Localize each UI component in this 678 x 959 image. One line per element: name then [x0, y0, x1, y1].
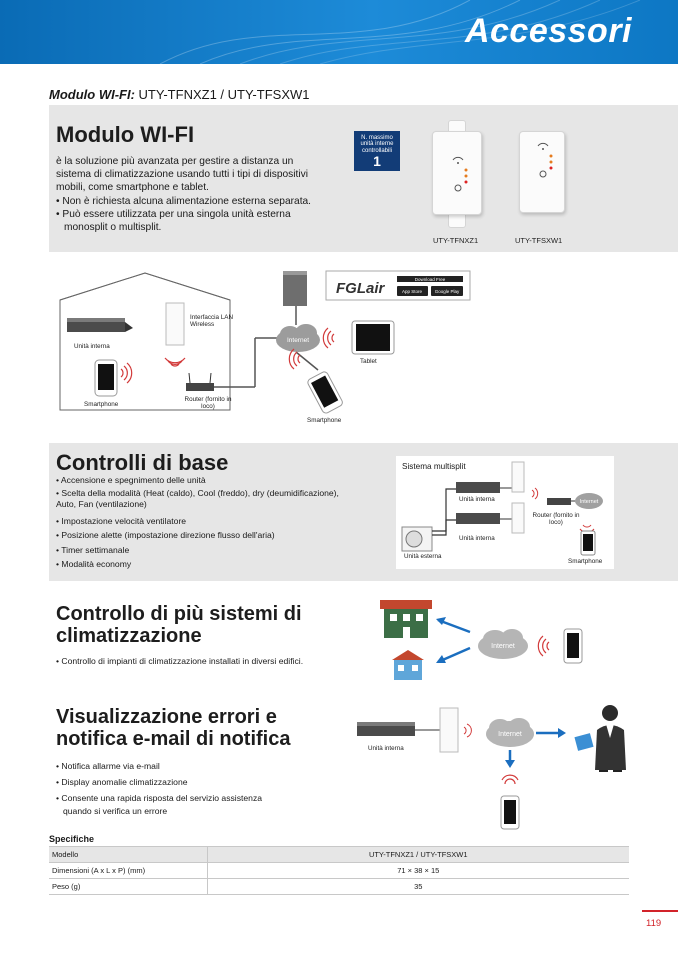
- list-item: • Consente una rapida risposta del servizio assistenza quando si verifica un errore: [56, 792, 286, 818]
- svg-text:Internet: Internet: [579, 499, 599, 505]
- multisplit-title: Sistema multisplit: [402, 462, 466, 471]
- multi-router-label: Router (fornito in loco): [532, 512, 580, 527]
- err-indoor-unit-icon: [357, 722, 415, 736]
- basic-controls-title: Controlli di base: [56, 450, 229, 475]
- badge-label: N. massimo unità interne controllabili: [360, 135, 394, 154]
- svg-text:Download Free: Download Free: [414, 277, 446, 282]
- interface-label: Interfaccia LAN Wireless: [190, 314, 234, 329]
- device-caption: UTY-TFSXW1: [515, 236, 563, 245]
- list-item: • Controllo di impianti di climatizzazione installati in diversi edifici.: [56, 654, 356, 669]
- err-indoor-label: Unità interna: [368, 745, 404, 752]
- table-row: Dimensioni (A x L x P) (mm) 71 × 38 × 15: [49, 863, 629, 879]
- list-item: • Non è richiesta alcuna alimentazione esterna separata.: [56, 196, 336, 209]
- table-row: Modello UTY-TFNXZ1 / UTY-TFSXW1: [49, 847, 629, 863]
- indoor-b-label: Unità interna: [459, 535, 495, 542]
- list-item: • Posizione alette (impostazione direzione flusso dell'aria): [56, 528, 356, 543]
- multi-smartphone-label: Smartphone: [568, 558, 603, 565]
- err-module-icon: [440, 708, 458, 752]
- list-item: • Timer settimanale: [56, 543, 356, 558]
- wifi-description: è la soluzione più avanzata per gestire a distanza un sistema di climatizzazione usando tutti i tipi di dispositivi mobili, come smartphone e tablet.: [56, 156, 308, 193]
- subtitle-label: Modulo WI-FI:: [49, 87, 135, 102]
- specs-heading: Specifiche: [49, 834, 95, 844]
- page-title: Accessori: [464, 12, 632, 50]
- list-item: • Impostazione velocità ventilatore: [56, 514, 356, 529]
- svg-text:Internet: Internet: [498, 731, 522, 738]
- indoor-unit-label: Unità interna: [74, 343, 110, 350]
- specs-table: [49, 846, 629, 895]
- list-item: • Display anomalie climatizzazione: [56, 776, 286, 789]
- subtitle-models: UTY-TFNXZ1 / UTY-TFSXW1: [138, 87, 310, 102]
- device-caption: UTY-TFNXZ1: [433, 236, 479, 245]
- page-number: 119: [646, 918, 662, 929]
- page-number-rule: [642, 910, 678, 912]
- list-item: • Può essere utilizzata per una singola unità esterna monosplit o multisplit.: [56, 209, 336, 235]
- svg-text:App Store: App Store: [401, 289, 423, 294]
- list-item: • Scelta della modalità (Heat (caldo), Cool (freddo), dry (deumidificazione), Auto, Fan (ventilazione): [56, 488, 356, 514]
- list-item: • Modalità economy: [56, 557, 356, 572]
- multi-systems-title: Controllo di più sistemi di climatizzazione: [56, 603, 302, 647]
- wifi-title: Modulo WI-FI: [56, 122, 195, 147]
- indoor-a-label: Unità interna: [459, 496, 495, 503]
- svg-text:Google Play: Google Play: [434, 289, 460, 294]
- tablet-label: Tablet: [360, 358, 377, 365]
- internet-label: Internet: [286, 337, 310, 344]
- error-notification-title: Visualizzazione errori e notifica e-mail di notifica: [56, 706, 291, 750]
- businessman-icon: [574, 705, 626, 772]
- smartphone-right-label: Smartphone: [307, 417, 342, 424]
- list-item: • Accensione e spegnimento delle unità: [56, 473, 356, 488]
- outdoor-label: Unità esterna: [404, 553, 442, 560]
- badge-value: 1: [373, 153, 381, 170]
- table-row: Peso (g) 35: [49, 879, 629, 895]
- svg-text:Internet: Internet: [491, 643, 515, 650]
- smartphone-left-label: Smartphone: [84, 401, 119, 408]
- router-label: Router (fornito in loco): [184, 396, 232, 411]
- list-item: • Notifica allarme via e-mail: [56, 760, 286, 773]
- fglair-logo: FGLair: [336, 280, 385, 297]
